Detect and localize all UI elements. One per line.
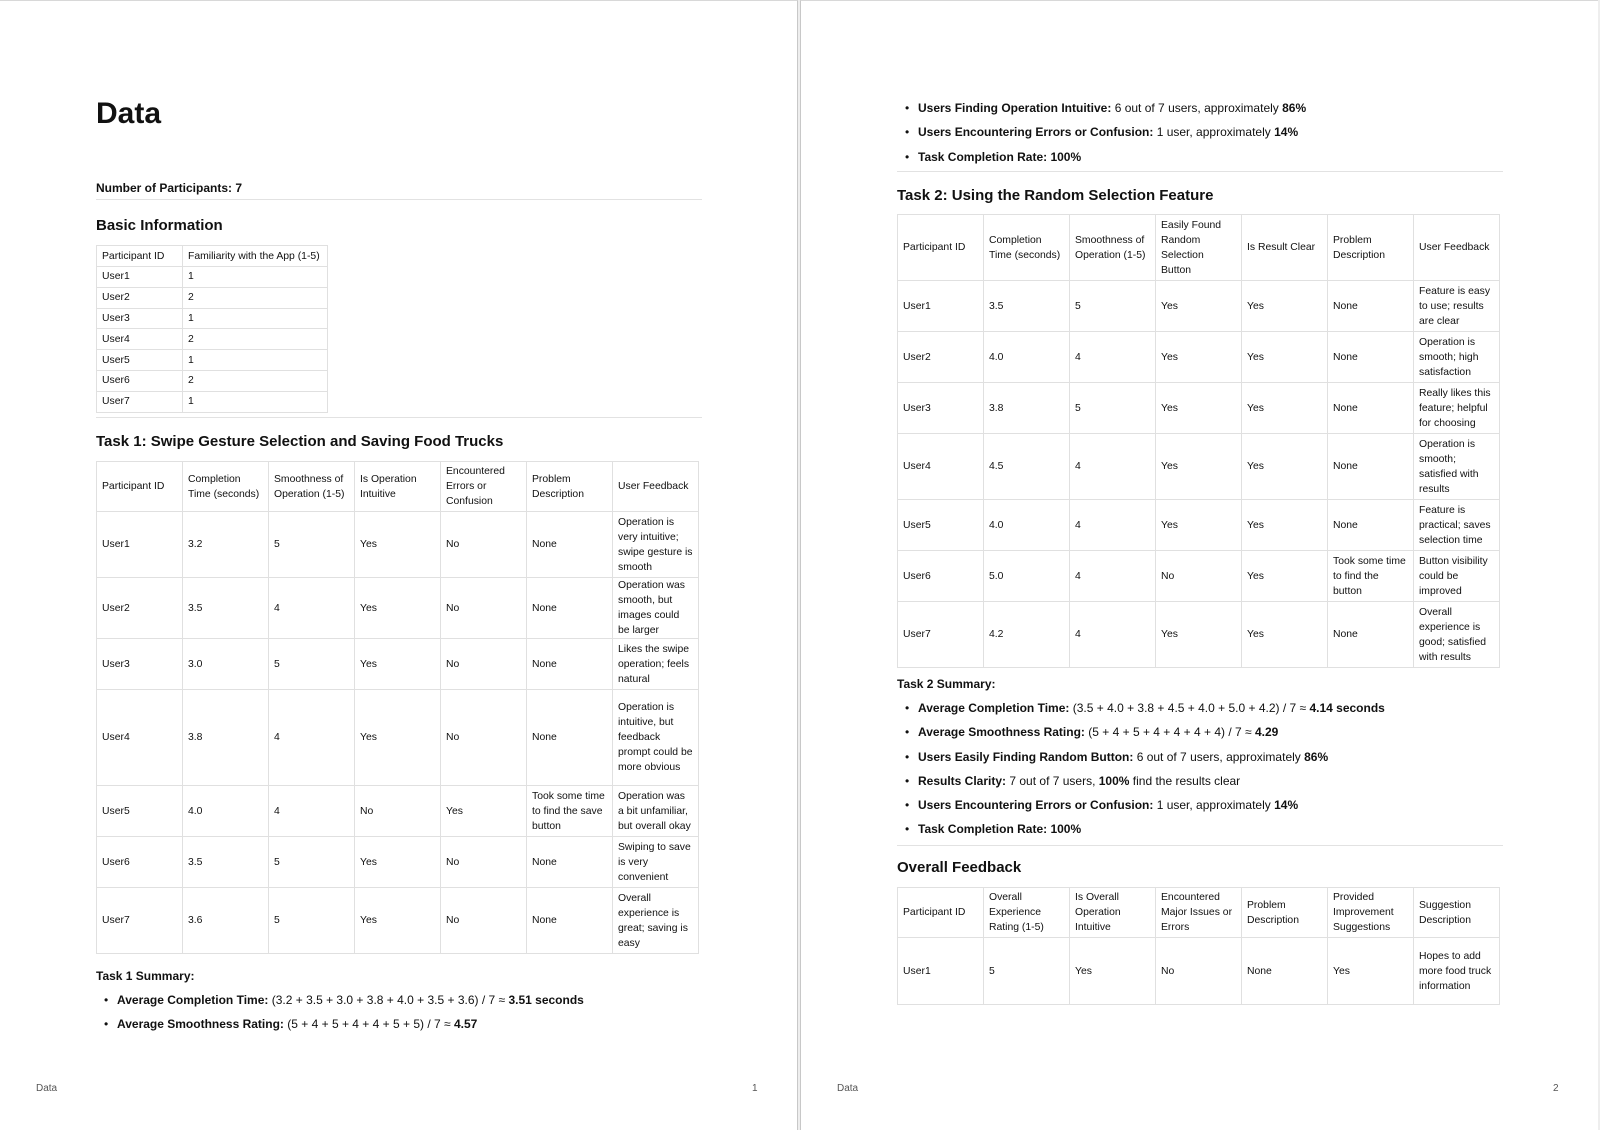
summary-label: Results Clarity:: [918, 773, 1007, 788]
table-cell: 4: [269, 690, 355, 786]
table-cell: 1: [183, 391, 328, 412]
column-header: Problem Description: [527, 462, 613, 512]
column-header: Completion Time (seconds): [183, 462, 269, 512]
table-cell: User5: [97, 350, 183, 371]
table-cell: User5: [97, 786, 183, 837]
table-row: [97, 350, 328, 371]
table-cell: 3.2: [183, 512, 269, 578]
table-row: [97, 287, 328, 308]
table-cell: Took some time to find the save button: [527, 786, 613, 837]
table-cell: 2: [183, 329, 328, 350]
table-cell: User2: [898, 332, 984, 383]
summary-text: (5 + 4 + 5 + 4 + 4 + 4 + 4) / 7 ≈: [1084, 725, 1255, 740]
table-cell: None: [1328, 281, 1414, 332]
table-row: [898, 434, 1500, 500]
table-header-row: [97, 246, 328, 267]
table-cell: Yes: [1070, 938, 1156, 1005]
summary-label: Average Completion Time:: [918, 701, 1070, 715]
table-cell: Yes: [1242, 434, 1328, 500]
table-cell: User7: [97, 391, 183, 412]
table-cell: 3.8: [183, 690, 269, 786]
summary-text: 6 out of 7 users, approximately: [1133, 749, 1305, 764]
table-cell: User1: [97, 267, 183, 288]
table-row: [898, 383, 1500, 434]
table-cell: Took some time to find the button: [1328, 551, 1414, 602]
table-cell: User2: [97, 578, 183, 639]
table-cell: Yes: [355, 512, 441, 578]
table-cell: 4: [269, 786, 355, 837]
task1-table: [96, 461, 699, 954]
table-cell: None: [527, 888, 613, 954]
task1-summary-title: Task 1 Summary:: [96, 969, 195, 983]
summary-item: [897, 701, 1517, 725]
column-header: Problem Description: [1328, 215, 1414, 281]
table-cell: User7: [97, 888, 183, 954]
table-cell: 3.0: [183, 639, 269, 690]
table-cell: Yes: [1156, 500, 1242, 551]
table-header-row: [898, 888, 1500, 938]
summary-text: (3.2 + 3.5 + 3.0 + 3.8 + 4.0 + 3.5 + 3.6) / 7 ≈: [268, 993, 509, 1007]
table-cell: No: [441, 512, 527, 578]
summary-label: Users Encountering Errors or Confusion:: [918, 125, 1154, 140]
column-header: Is Result Clear: [1242, 215, 1328, 281]
table-cell: Yes: [355, 837, 441, 888]
table-cell: User3: [97, 639, 183, 690]
table-row: [898, 500, 1500, 551]
summary-label: Task Completion Rate: 100%: [918, 149, 1082, 164]
table-cell: 4.0: [183, 786, 269, 837]
table-cell: Operation is intuitive, but feedback prompt could be more obvious: [613, 690, 699, 786]
table-cell: Yes: [1242, 500, 1328, 551]
table-cell: Operation is very intuitive; swipe gesture is smooth: [613, 512, 699, 578]
task1-heading: Task 1: Swipe Gesture Selection and Saving Food Trucks: [96, 433, 504, 450]
table-cell: Feature is easy to use; results are clear: [1414, 281, 1500, 332]
summary-value: 14%: [1274, 125, 1299, 140]
table-cell: User4: [898, 434, 984, 500]
table-cell: 4: [1070, 332, 1156, 383]
summary-text: 1 user, approximately: [1153, 798, 1275, 813]
divider: [897, 171, 1503, 172]
table-cell: 3.8: [984, 383, 1070, 434]
summary-value: 4.29: [1254, 725, 1279, 740]
summary-label: Users Easily Finding Random Button:: [918, 749, 1134, 764]
summary-value: 86%: [1304, 749, 1329, 764]
table-cell: User1: [898, 281, 984, 332]
table-cell: 5: [1070, 281, 1156, 332]
table-cell: None: [527, 512, 613, 578]
table-cell: None: [527, 837, 613, 888]
table-row: [97, 888, 699, 954]
table-cell: None: [1328, 602, 1414, 668]
page-number: 2: [1553, 1083, 1559, 1094]
column-header: Is Operation Intuitive: [355, 462, 441, 512]
table-cell: 4: [1070, 434, 1156, 500]
column-header: Smoothness of Operation (1-5): [1070, 215, 1156, 281]
table-cell: 4.0: [984, 332, 1070, 383]
table-cell: 5: [269, 837, 355, 888]
summary-label: Users Encountering Errors or Confusion:: [918, 798, 1154, 813]
table-cell: Yes: [355, 578, 441, 639]
summary-label: Average Smoothness Rating:: [117, 1017, 284, 1032]
page-title: Data: [96, 97, 162, 130]
table-cell: Overall experience is great; saving is easy: [613, 888, 699, 954]
task2-summary-list: [897, 701, 1517, 847]
table-cell: User5: [898, 500, 984, 551]
column-header: Overall Experience Rating (1-5): [984, 888, 1070, 938]
table-cell: 2: [183, 370, 328, 391]
footer-label: Data: [837, 1083, 859, 1094]
table-row: [898, 281, 1500, 332]
summary-label: Average Completion Time:: [117, 993, 269, 1007]
task2-summary-title: Task 2 Summary:: [897, 677, 996, 691]
table-cell: Yes: [1156, 383, 1242, 434]
summary-item: [897, 774, 1517, 798]
table-cell: Yes: [355, 888, 441, 954]
table-cell: 2: [183, 287, 328, 308]
table-row: [898, 938, 1500, 1005]
summary-text: (5 + 4 + 5 + 4 + 4 + 5 + 5) / 7 ≈: [283, 1017, 454, 1032]
table-cell: No: [441, 639, 527, 690]
column-header: Completion Time (seconds): [984, 215, 1070, 281]
table-cell: Operation is smooth; high satisfaction: [1414, 332, 1500, 383]
table-row: [97, 329, 328, 350]
column-header: Participant ID: [898, 888, 984, 938]
table-cell: 3.5: [183, 578, 269, 639]
divider: [96, 417, 702, 418]
summary-value: 4.57: [453, 1017, 478, 1032]
summary-item: [96, 1017, 716, 1041]
table-cell: 5: [1070, 383, 1156, 434]
divider: [897, 845, 1503, 846]
column-header: Participant ID: [97, 462, 183, 512]
table-cell: Operation was a bit unfamiliar, but overall okay: [613, 786, 699, 837]
table-cell: No: [1156, 938, 1242, 1005]
table-cell: None: [1328, 383, 1414, 434]
summary-value: 3.51 seconds: [508, 993, 584, 1007]
table-cell: 4: [1070, 500, 1156, 551]
table-cell: Yes: [441, 786, 527, 837]
table-cell: Yes: [1242, 602, 1328, 668]
column-header: User Feedback: [1414, 215, 1500, 281]
table-cell: No: [1156, 551, 1242, 602]
column-header: Is Overall Operation Intuitive: [1070, 888, 1156, 938]
overall-feedback-table: [897, 887, 1500, 1005]
table-cell: User3: [898, 383, 984, 434]
table-row: [97, 512, 699, 578]
summary-label: Average Smoothness Rating:: [918, 725, 1085, 740]
table-cell: 4.5: [984, 434, 1070, 500]
column-header: Suggestion Description: [1414, 888, 1500, 938]
column-header: Provided Improvement Suggestions: [1328, 888, 1414, 938]
table-cell: User6: [898, 551, 984, 602]
column-header: User Feedback: [613, 462, 699, 512]
footer-label: Data: [36, 1083, 58, 1094]
page-number: 1: [752, 1083, 758, 1094]
table-cell: Yes: [1328, 938, 1414, 1005]
table-cell: Yes: [1242, 551, 1328, 602]
table-row: [97, 370, 328, 391]
table-cell: 3.5: [984, 281, 1070, 332]
table-cell: 4.2: [984, 602, 1070, 668]
divider: [96, 199, 702, 200]
column-header: Problem Description: [1242, 888, 1328, 938]
summary-label: Users Finding Operation Intuitive:: [918, 101, 1112, 115]
table-cell: Yes: [1242, 332, 1328, 383]
table-row: [97, 267, 328, 288]
table-row: [97, 391, 328, 412]
table-cell: Likes the swipe operation; feels natural: [613, 639, 699, 690]
column-header: Familiarity with the App (1-5): [183, 246, 328, 267]
table-cell: User4: [97, 690, 183, 786]
table-cell: None: [527, 578, 613, 639]
table-cell: None: [1242, 938, 1328, 1005]
summary-label: Task Completion Rate: 100%: [918, 822, 1082, 837]
table-cell: User6: [97, 370, 183, 391]
document-page-2: [800, 0, 1598, 1130]
table-row: [97, 639, 699, 690]
table-row: [898, 602, 1500, 668]
table-cell: 3.6: [183, 888, 269, 954]
table-cell: User6: [97, 837, 183, 888]
summary-value: 14%: [1274, 798, 1299, 813]
table-cell: Button visibility could be improved: [1414, 551, 1500, 602]
table-cell: User2: [97, 287, 183, 308]
summary-text: (3.5 + 4.0 + 3.8 + 4.5 + 4.0 + 5.0 + 4.2) / 7 ≈: [1069, 701, 1310, 715]
table-cell: 3.5: [183, 837, 269, 888]
table-cell: User1: [97, 512, 183, 578]
task1-summary-list: [96, 993, 716, 1042]
table-cell: Operation is smooth; satisfied with results: [1414, 434, 1500, 500]
table-cell: 4.0: [984, 500, 1070, 551]
table-cell: No: [441, 690, 527, 786]
summary-item: [96, 993, 716, 1017]
document-page-1: [0, 0, 798, 1130]
table-cell: Yes: [1242, 383, 1328, 434]
table-cell: Yes: [1156, 602, 1242, 668]
table-cell: None: [527, 639, 613, 690]
table-cell: No: [441, 837, 527, 888]
table-cell: Hopes to add more food truck information: [1414, 938, 1500, 1005]
table-cell: None: [1328, 332, 1414, 383]
task1-summary-list-continued: [897, 101, 1517, 174]
table-cell: None: [1328, 434, 1414, 500]
table-cell: User1: [898, 938, 984, 1005]
table-cell: No: [355, 786, 441, 837]
table-cell: Yes: [1156, 332, 1242, 383]
task2-heading: Task 2: Using the Random Selection Feature: [897, 187, 1214, 204]
table-cell: Feature is practical; saves selection time: [1414, 500, 1500, 551]
table-cell: Yes: [1156, 434, 1242, 500]
table-cell: None: [1328, 500, 1414, 551]
column-header: Participant ID: [898, 215, 984, 281]
summary-value: 100%: [1098, 773, 1130, 788]
summary-value: 4.14 seconds: [1309, 701, 1385, 715]
table-cell: User7: [898, 602, 984, 668]
table-row: [97, 786, 699, 837]
table-cell: Swiping to save is very convenient: [613, 837, 699, 888]
participant-count: Number of Participants: 7: [96, 181, 243, 195]
column-header: Participant ID: [97, 246, 183, 267]
table-cell: 4: [269, 578, 355, 639]
table-cell: Yes: [1156, 281, 1242, 332]
table-cell: User4: [97, 329, 183, 350]
table-header-row: [898, 215, 1500, 281]
summary-item: [897, 750, 1517, 774]
table-cell: Yes: [1242, 281, 1328, 332]
table-cell: 1: [183, 267, 328, 288]
table-row: [97, 308, 328, 329]
overall-feedback-heading: Overall Feedback: [897, 859, 1022, 876]
table-cell: 5: [269, 639, 355, 690]
table-header-row: [97, 462, 699, 512]
table-cell: User3: [97, 308, 183, 329]
table-cell: 5: [269, 888, 355, 954]
column-header: Smoothness of Operation (1-5): [269, 462, 355, 512]
summary-item: [897, 101, 1517, 125]
summary-item: [897, 125, 1517, 149]
summary-value: 86%: [1282, 101, 1307, 115]
table-row: [97, 690, 699, 786]
table-cell: 5: [984, 938, 1070, 1005]
table-cell: 1: [183, 350, 328, 371]
summary-text: 1 user, approximately: [1153, 125, 1275, 140]
table-cell: Really likes this feature; helpful for choosing: [1414, 383, 1500, 434]
table-row: [898, 332, 1500, 383]
column-header: Encountered Errors or Confusion: [441, 462, 527, 512]
summary-item: [897, 822, 1517, 846]
table-cell: No: [441, 578, 527, 639]
table-cell: Operation was smooth, but images could be larger: [613, 578, 699, 639]
summary-item: [897, 725, 1517, 749]
summary-text: 6 out of 7 users, approximately: [1111, 101, 1283, 115]
table-cell: None: [527, 690, 613, 786]
table-cell: Yes: [355, 690, 441, 786]
table-cell: 5: [269, 512, 355, 578]
table-row: [97, 837, 699, 888]
table-row: [898, 551, 1500, 602]
table-cell: No: [441, 888, 527, 954]
task2-table: [897, 214, 1500, 668]
table-cell: 5.0: [984, 551, 1070, 602]
summary-item: [897, 798, 1517, 822]
summary-tail: find the results clear: [1129, 773, 1241, 788]
summary-text: 7 out of 7 users,: [1006, 773, 1099, 788]
table-cell: 1: [183, 308, 328, 329]
column-header: Easily Found Random Selection Button: [1156, 215, 1242, 281]
table-row: [97, 578, 699, 639]
table-cell: 4: [1070, 602, 1156, 668]
table-cell: Yes: [355, 639, 441, 690]
table-cell: 4: [1070, 551, 1156, 602]
basic-info-heading: Basic Information: [96, 217, 223, 234]
column-header: Encountered Major Issues or Errors: [1156, 888, 1242, 938]
basic-info-table: [96, 245, 328, 413]
table-cell: Overall experience is good; satisfied with results: [1414, 602, 1500, 668]
